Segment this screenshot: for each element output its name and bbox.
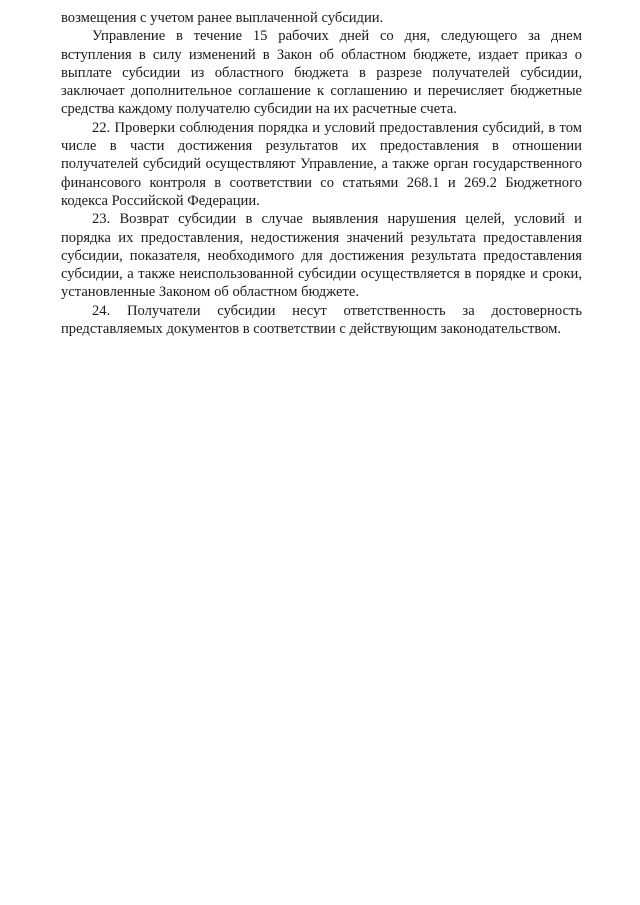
paragraph-23-subsidy-return: 23. Возврат субсидии в случае выявления нарушения целей, условий и порядка их предоставления, недостижения значений результата предоставления субсидии, показателя, необходимого для достижения результата предоставления субсидии, а также неиспользованной субсидии осуществляется в порядке и сроки, установленные Законом об областном бюджете.	[61, 211, 582, 301]
paragraph-24-responsibility: 24. Получатели субсидии несут ответственность за достоверность представляемых документов в соответствии с действующим законодательством.	[61, 302, 582, 338]
paragraph-continuation: возмещения с учетом ранее выплаченной субсидии.	[61, 10, 384, 26]
paragraph-22-compliance-checks: 22. Проверки соблюдения порядка и условий предоставления субсидий, в том числе в части достижения результатов их предоставления в отношении получателей субсидий осуществляют Управление, а также орган государственного финансового контроля в соответствии со статьями 268.1 и 269.2 Бюджетного кодекса Российской Федерации.	[61, 119, 582, 209]
document-page	[61, 9, 582, 338]
paragraph-payment-order: Управление в течение 15 рабочих дней со дня, следующего за днем вступления в силу изменений в Закон об областном бюджете, издает приказ о выплате субсидии из областного бюджета в разрезе получателей субсидии, заключает дополнительное соглашение к соглашению и перечисляет бюджетные средства каждому получателю субсидии на их расчетные счета.	[61, 28, 582, 118]
